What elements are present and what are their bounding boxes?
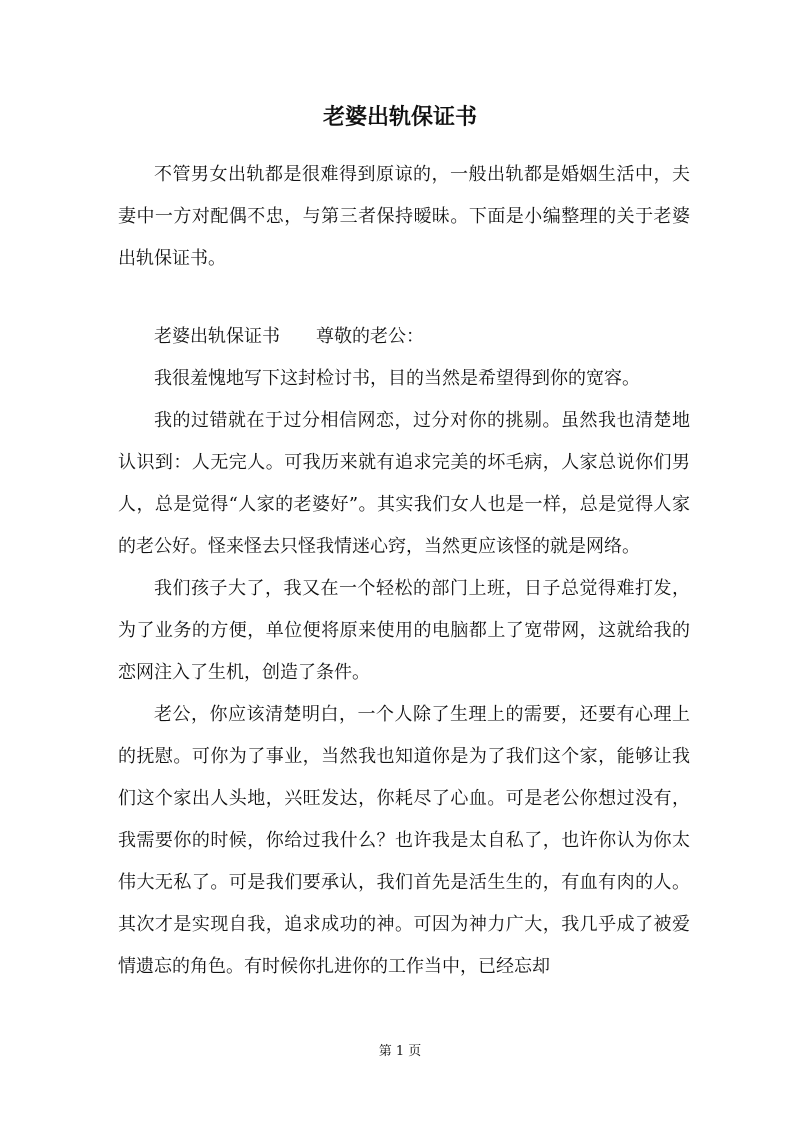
- document-title: 老婆出轨保证书: [322, 104, 477, 130]
- section-heading: 老婆出轨保证书: [154, 326, 280, 347]
- document-body: [118, 154, 690, 988]
- intro-paragraph: 不管男女出轨都是很难得到原谅的，一般出轨都是婚姻生活中，夫妻中一方对配偶不忠，与第三者保持暧昧。下面是小编整理的关于老婆出轨保证书。: [118, 164, 690, 269]
- body-paragraph-3: 我们孩子大了，我又在一个轻松的部门上班，日子总觉得难打发，为了业务的方便，单位便将原来使用的电脑都上了宽带网，这就给我的恋网注入了生机，创造了条件。: [118, 578, 690, 683]
- page-number: 第 1 页: [378, 1044, 422, 1059]
- letter-heading-line: [118, 316, 690, 358]
- letter-greeting: 尊敬的老公：: [316, 326, 424, 347]
- body-paragraph-4: 老公，你应该清楚明白，一个人除了生理上的需要，还要有心理上的抚慰。可你为了事业，当然我也知道你是为了我们这个家，能够让我们这个家出人头地，兴旺发达，你耗尽了心血。可是老公你想过没有，我需要你的时候，你给过我什么？也许我是太自私了，也许你认为你太伟大无私了。可是我们要承认，我们首先是活生生的，有血有肉的人。其次才是实现自我，追求成功的神。可因为神力广大，我几乎成了被爱情遗忘的角色。有时候你扎进你的工作当中，已经忘却: [118, 704, 690, 977]
- body-paragraph-1: 我很羞愧地写下这封检讨书，目的当然是希望得到你的宽容。: [154, 368, 640, 389]
- body-paragraph-2: 我的过错就在于过分相信网恋，过分对你的挑剔。虽然我也清楚地认识到：人无完人。可我历来就有追求完美的坏毛病，人家总说你们男人，总是觉得“人家的老婆好”。其实我们女人也是一样，总是觉得人家的老公好。怪来怪去只怪我情迷心窍，当然更应该怪的就是网络。: [118, 410, 690, 557]
